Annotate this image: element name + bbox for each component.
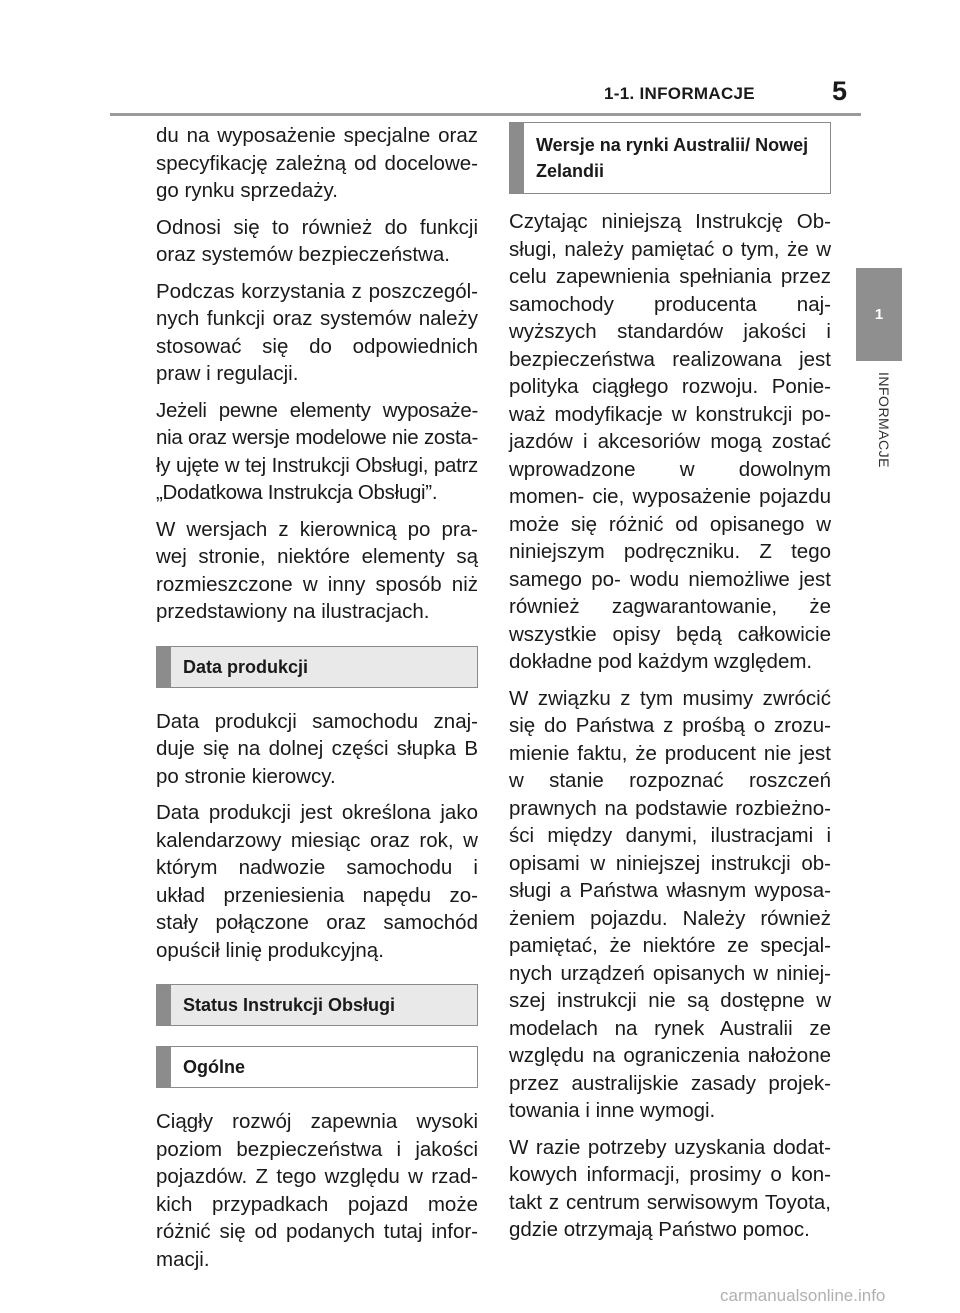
watermark: carmanualsonline.info bbox=[720, 1286, 886, 1305]
chapter-tab-number: 1 bbox=[874, 306, 884, 323]
paragraph: W razie potrzeby uzyskania dodat- kowych informacji, prosimy o kon- takt z centrum serwisowym Toyota, gdzie otrzymają Państwo pomoc. bbox=[509, 1135, 831, 1241]
left-column bbox=[156, 122, 478, 1282]
paragraph: Data produkcji jest określona jako kalendarzowy miesiąc oraz rok, w którym nadwozie samochodu i układ przeniesienia napędu zo- stały połączone oraz samochód opuścił linię produkcyjną. bbox=[156, 801, 478, 962]
right-column bbox=[509, 122, 831, 1253]
paragraph: Podczas korzystania z poszczegól- nych funkcji oraz systemów należy stosować się do odpowiednich praw i regulacji. bbox=[156, 279, 478, 385]
section-heading-data-produkcji: Data produkcji bbox=[156, 646, 478, 688]
section-heading-wersje: Wersje na rynki Australii/ Nowej Zelandii bbox=[509, 122, 831, 194]
paragraph: Data produkcji samochodu znaj- duje się na dolnej części słupka B po stronie kierowcy. bbox=[156, 709, 478, 788]
page-number: 5 bbox=[832, 76, 848, 106]
paragraph: Jeżeli pewne elementy wyposaże- nia oraz wersje modelowe nie zosta- ły ujęte w tej Instrukcji Obsługi, patrz „Dodatkowa Instrukcja Obsługi”. bbox=[156, 398, 478, 504]
paragraph: Odnosi się to również do funkcji oraz systemów bezpieczeństwa. bbox=[156, 215, 478, 266]
paragraph: Czytając niniejszą Instrukcję Ob- sługi, należy pamiętać o tym, że w celu zapewnienia spełniania przez samochody producenta naj- wyższych standardów jakości i bezpieczeństwa realizowana jest polityka ciągłego rozwoju. Ponie- waż modyfikacje w konstrukcji po- jazdów i akcesoriów mogą zostać wprowadzone w dowolnym momen- cie, wyposażenie pojazdu może się różnić od opisanego w niniejszym podręczniku. Z tego samego po- wodu niemożliwe jest również zagwarantowanie, że wszystkie opisy będą całkowicie dokładne pod każdym względem. bbox=[509, 210, 831, 673]
paragraph: W związku z tym musimy zwrócić się do Państwa z prośbą o zrozu- mienie faktu, że producent nie jest w stanie rozpoznać roszczeń prawnych na podstawie rozbieżno- ści między danymi, ilustracjami i opisami w niniejszej instrukcji ob- sługi a Państwa własnym wyposa- żeniem pojazdu. Należy również pamiętać, że niektóre ze specjal- nych urządzeń opisanych w niniej- szej instrukcji nie są dostępne w modelach na rynek Australii ze względu na ograniczenia nałożone przez australijskie zasady projek- towania i inne wymogi. bbox=[509, 686, 831, 1122]
section-heading-status: Status Instrukcji Obsługi bbox=[156, 984, 478, 1026]
chapter-tab-label: INFORMACJE bbox=[876, 372, 892, 468]
chapter-tab[interactable] bbox=[856, 268, 902, 361]
section-header-title: 1-1. INFORMACJE bbox=[604, 84, 755, 103]
paragraph: du na wyposażenie specjalne oraz specyfikację zależną od docelowe- go rynku sprzedaży. bbox=[156, 124, 478, 202]
subsection-heading-ogolne: Ogólne bbox=[156, 1046, 478, 1088]
paragraph: Ciągły rozwój zapewnia wysoki poziom bezpieczeństwa i jakości pojazdów. Z tego względu w rzad- kich przypadkach pojazd może różnić się od podanych tutaj infor- macji. bbox=[156, 1110, 478, 1271]
header-rule bbox=[110, 113, 861, 116]
paragraph: W wersjach z kierownicą po pra- wej stronie, niektóre elementy są rozmieszczone w inny sposób niż przedstawiony na ilustracjach. bbox=[156, 517, 478, 623]
